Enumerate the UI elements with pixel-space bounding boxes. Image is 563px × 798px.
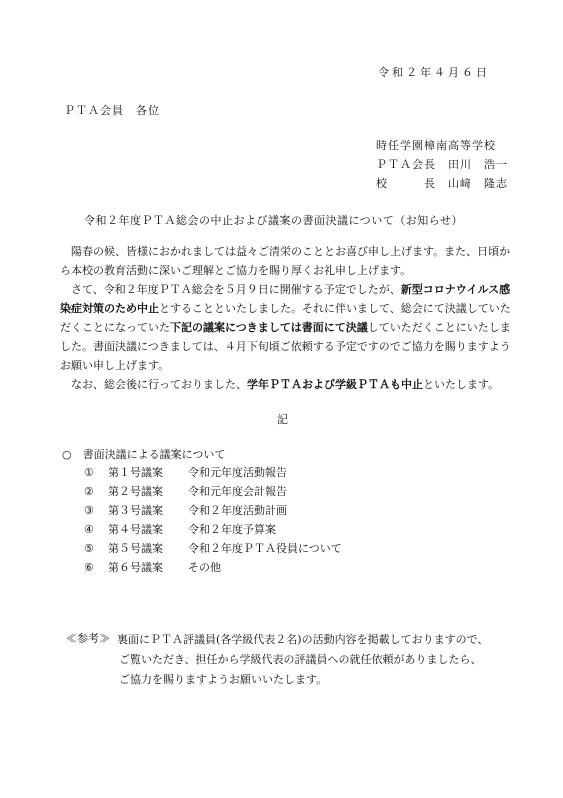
list-item [84, 501, 342, 520]
list-item [84, 482, 342, 501]
body-text-span: していただくことにいたしました。書面決議につきましては、４月下旬頃ご依頼する予定ですのでご協力を賜りますようお願い申し上げます。 [60, 321, 511, 372]
item-number: ③ [84, 504, 94, 517]
item-bill-number: 第３号議案 [108, 504, 163, 517]
item-bill-number: 第１号議案 [108, 466, 163, 479]
list-item [84, 463, 342, 482]
item-bill-number: 第２号議案 [108, 485, 163, 498]
body-text-span: なお、総会後に行っておりました、 [71, 378, 247, 391]
reference-label: ≪参考≫ [66, 632, 110, 645]
agenda-list-heading: ○ 書面決議による議案について [62, 448, 226, 461]
body-text [60, 242, 515, 394]
body-text-span: とすることといたしました。それに伴いまして、総会にて決議していただくことになっていた [60, 302, 511, 334]
addressee: ＰＴＡ会員 各位 [64, 104, 160, 117]
item-name: 令和２年度予算案 [188, 523, 276, 536]
emphasis-class-pta-cancelled: 学年ＰＴＡおよび学級ＰＴＡも中止 [247, 378, 423, 391]
reference-line: ご協力を賜りますようお願いいたします。 [119, 673, 328, 686]
body-text-span: といたします。 [423, 378, 500, 391]
emphasis-cancellation: 新型コロナウイルス感染症対策のため中止 [60, 283, 511, 315]
item-bill-number: 第６号議案 [108, 561, 163, 574]
body-paragraph-cancellation [60, 280, 515, 375]
agenda-list [84, 463, 342, 577]
document-title: 令和２年度ＰＴＡ総会の中止および議案の書面決議について（お知らせ） [84, 214, 463, 227]
item-name: 令和２年度活動計画 [188, 504, 287, 517]
body-paragraph-greeting: 陽春の候、皆様におかれましては益々ご清栄のこととお喜び申し上げます。また、日頃から本校の教育活動に深いご理解とご協力を賜り厚くお礼申し上げます。 [60, 245, 511, 277]
list-item [84, 520, 342, 539]
sender-school: 時任学園樟南高等学校 [376, 139, 496, 152]
item-name: 令和２年度ＰＴＡ役員について [188, 542, 342, 555]
sender-pta-chair: ＰＴＡ会長 田川 浩一 [376, 158, 508, 171]
item-name: 令和元年度会計報告 [188, 485, 287, 498]
item-number: ④ [84, 523, 94, 536]
item-number: ⑥ [84, 561, 94, 574]
item-bill-number: 第４号議案 [108, 523, 163, 536]
ki-heading: 記 [277, 413, 288, 426]
list-item [84, 539, 342, 558]
sender-principal: 校 長 山﨑 隆志 [376, 177, 508, 190]
document-date: 令和２年４月６日 [378, 66, 490, 79]
reference-text [117, 630, 488, 690]
item-name: 令和元年度活動報告 [188, 466, 287, 479]
item-bill-number: 第５号議案 [108, 542, 163, 555]
reference-line: 裏面にＰＴＡ評議員(各学級代表２名)の活動内容を掲載しておりますので、 [117, 633, 489, 646]
reference-line: ご覧いただき、担任から学級代表の評議員への就任依頼がありましたら、 [119, 653, 482, 666]
emphasis-written-resolution: 下記の議案につきましては書面にて決議 [170, 321, 368, 334]
item-number: ⑤ [84, 542, 94, 555]
item-name: その他 [188, 561, 221, 574]
item-number: ② [84, 485, 94, 498]
item-number: ① [84, 466, 94, 479]
body-text-span: さて、令和２年度ＰＴＡ総会を５月９日に開催する予定でしたが、 [71, 283, 401, 296]
list-item [84, 558, 342, 577]
body-paragraph-note [60, 375, 515, 394]
